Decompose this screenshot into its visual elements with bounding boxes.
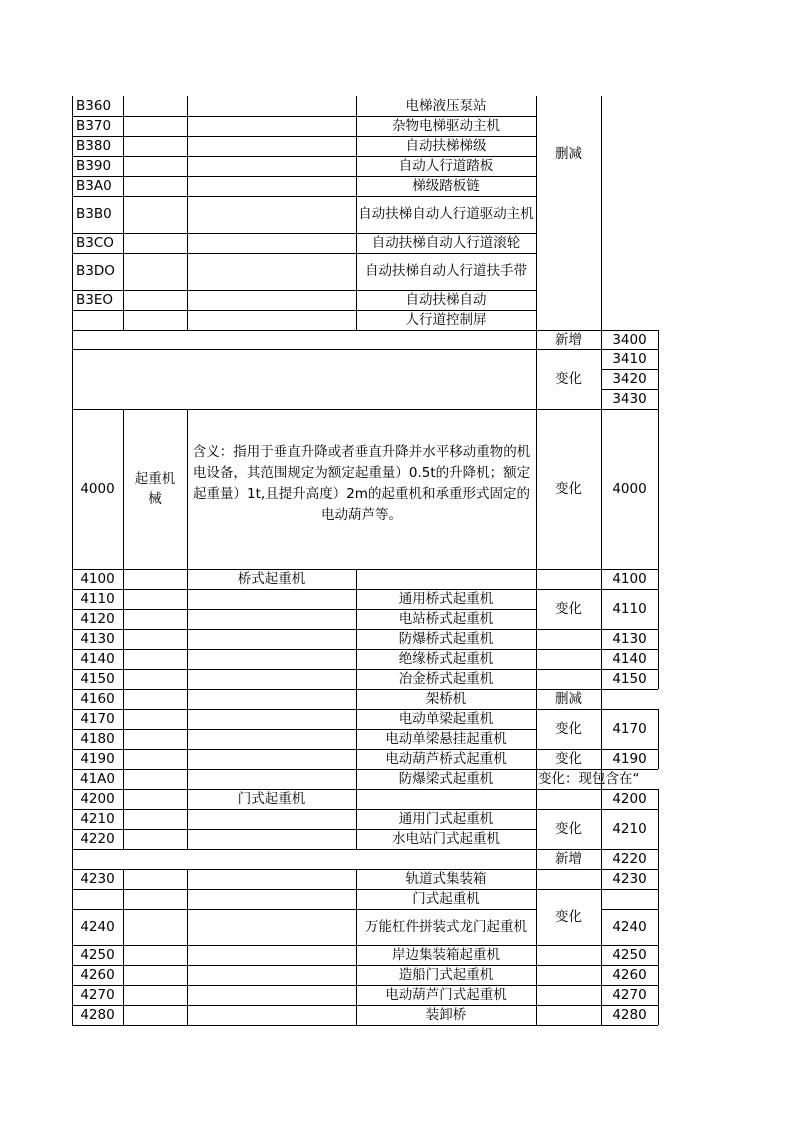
status-cell: 变化 — [555, 480, 582, 497]
status-cell: 新增 — [555, 331, 582, 348]
new-code: 4220 — [612, 850, 647, 867]
row-code: B3A0 — [76, 177, 112, 194]
crane-category: 起重机械 — [134, 471, 176, 507]
row-code: 4200 — [80, 790, 115, 807]
status-cell: 变化 — [555, 750, 582, 767]
new-code: 4200 — [612, 790, 647, 807]
new-code: 4210 — [612, 820, 647, 837]
row-code: B370 — [76, 117, 112, 134]
new-code: 4270 — [612, 986, 647, 1003]
row-name: 电动单梁起重机 — [398, 710, 494, 727]
new-code: 4130 — [612, 630, 647, 647]
row-code: 4110 — [80, 590, 115, 607]
new-code: 4170 — [612, 720, 647, 737]
subcategory: 门式起重机 — [237, 790, 306, 807]
row-name: 岸边集装箱起重机 — [392, 946, 500, 963]
new-code: 4100 — [612, 570, 647, 587]
row-code: 4220 — [80, 830, 115, 847]
row-code: 4140 — [80, 650, 115, 667]
row-name: 自动扶梯自动人行道驱动主机 — [358, 206, 534, 222]
row-name: 电动葫芦桥式起重机 — [385, 750, 507, 767]
row-name: 轨道式集装箱 — [405, 870, 487, 887]
row-code: 4180 — [80, 730, 115, 747]
row-code: 4160 — [80, 690, 115, 707]
row-code: B3CO — [76, 234, 114, 251]
row-name: 电动单梁悬挂起重机 — [385, 730, 507, 747]
row-name: 电动葫芦门式起重机 — [385, 986, 507, 1003]
new-code: 4150 — [612, 670, 647, 687]
row-code: B380 — [76, 137, 112, 154]
subcategory: 桥式起重机 — [237, 570, 306, 587]
new-code: 4110 — [612, 600, 647, 617]
row-code: 4250 — [80, 946, 115, 963]
row-name: 绝缘桥式起重机 — [398, 650, 494, 667]
row-code: 4260 — [80, 966, 115, 983]
status-note: 变化：现包含在“ — [538, 770, 640, 787]
status-cell: 删减 — [555, 690, 582, 707]
row-code: B390 — [76, 157, 112, 174]
new-code: 4260 — [612, 966, 647, 983]
row-name: 防爆桥式起重机 — [398, 630, 494, 647]
row-code: B360 — [76, 97, 112, 114]
row-code: 41A0 — [79, 770, 115, 787]
row-name: 杂物电梯驱动主机 — [392, 117, 500, 134]
row-code: 4230 — [80, 870, 115, 887]
row-name: 架桥机 — [425, 690, 467, 707]
row-name: 电梯液压泵站 — [405, 97, 487, 114]
row-name: 门式起重机 — [412, 890, 480, 907]
row-code: 4120 — [80, 610, 115, 627]
row-code: 4270 — [80, 986, 115, 1003]
new-code: 4190 — [612, 750, 647, 767]
status-cell: 变化 — [555, 370, 582, 387]
row-name: 装卸桥 — [425, 1006, 467, 1023]
row-name: 水电站门式起重机 — [392, 830, 500, 847]
row-code: 4130 — [80, 630, 115, 647]
new-code: 4240 — [612, 918, 647, 935]
row-name: 人行道控制屏 — [405, 311, 487, 328]
row-code: B3DO — [76, 263, 115, 279]
new-code: 4280 — [612, 1006, 647, 1023]
row-name: 通用门式起重机 — [398, 810, 494, 827]
row-code: 4210 — [80, 810, 115, 827]
row-name: 防爆梁式起重机 — [398, 770, 494, 787]
row-name: 自动扶梯自动人行道滚轮 — [371, 234, 521, 251]
row-code: 4240 — [80, 918, 115, 935]
row-code: 4190 — [80, 750, 115, 767]
crane-description: 含义：指用于垂直升降或者垂直升降并水平移动重物的机电设备，其范围规定为额定起重量）0.5t的升降机；额定起重量）1t,且提升高度）2m的起重机和承重形式固定的电动葫芦等。 — [192, 444, 531, 523]
row-name: 自动扶梯自动人行道扶手带 — [365, 263, 527, 279]
row-code: 4280 — [80, 1006, 115, 1023]
row-name: 通用桥式起重机 — [398, 590, 494, 607]
row-name: 自动人行道踏板 — [398, 157, 494, 174]
new-code: 3430 — [612, 390, 647, 407]
row-name: 冶金桥式起重机 — [398, 670, 494, 687]
crane-code: 4000 — [80, 480, 115, 497]
row-code: 4100 — [80, 570, 115, 587]
new-code: 3410 — [612, 350, 647, 367]
row-name: 梯级踏板链 — [412, 177, 480, 194]
row-name: 自动扶梯自动 — [405, 291, 487, 308]
new-code: 4140 — [612, 650, 647, 667]
row-name: 自动扶梯梯级 — [405, 137, 487, 154]
spreadsheet-table — [72, 96, 658, 1026]
row-code: 4170 — [80, 710, 115, 727]
row-name: 电站桥式起重机 — [398, 610, 494, 627]
status-cell: 变化 — [555, 908, 582, 925]
status-cell: 删减 — [555, 145, 582, 162]
status-cell: 变化 — [555, 600, 582, 617]
new-code: 4000 — [612, 480, 647, 497]
new-code: 3420 — [612, 370, 647, 387]
row-code: 4150 — [80, 670, 115, 687]
row-name: 万能杠件拼装式龙门起重机 — [365, 918, 527, 935]
new-code: 4230 — [612, 870, 647, 887]
new-code: 3400 — [612, 331, 647, 348]
status-cell: 变化 — [555, 720, 582, 737]
row-code: B3EO — [76, 291, 114, 308]
row-code: B3B0 — [76, 206, 112, 222]
row-name: 造船门式起重机 — [398, 966, 494, 983]
new-code: 4250 — [612, 946, 647, 963]
status-cell: 变化 — [555, 820, 582, 837]
status-cell: 新增 — [555, 850, 582, 867]
